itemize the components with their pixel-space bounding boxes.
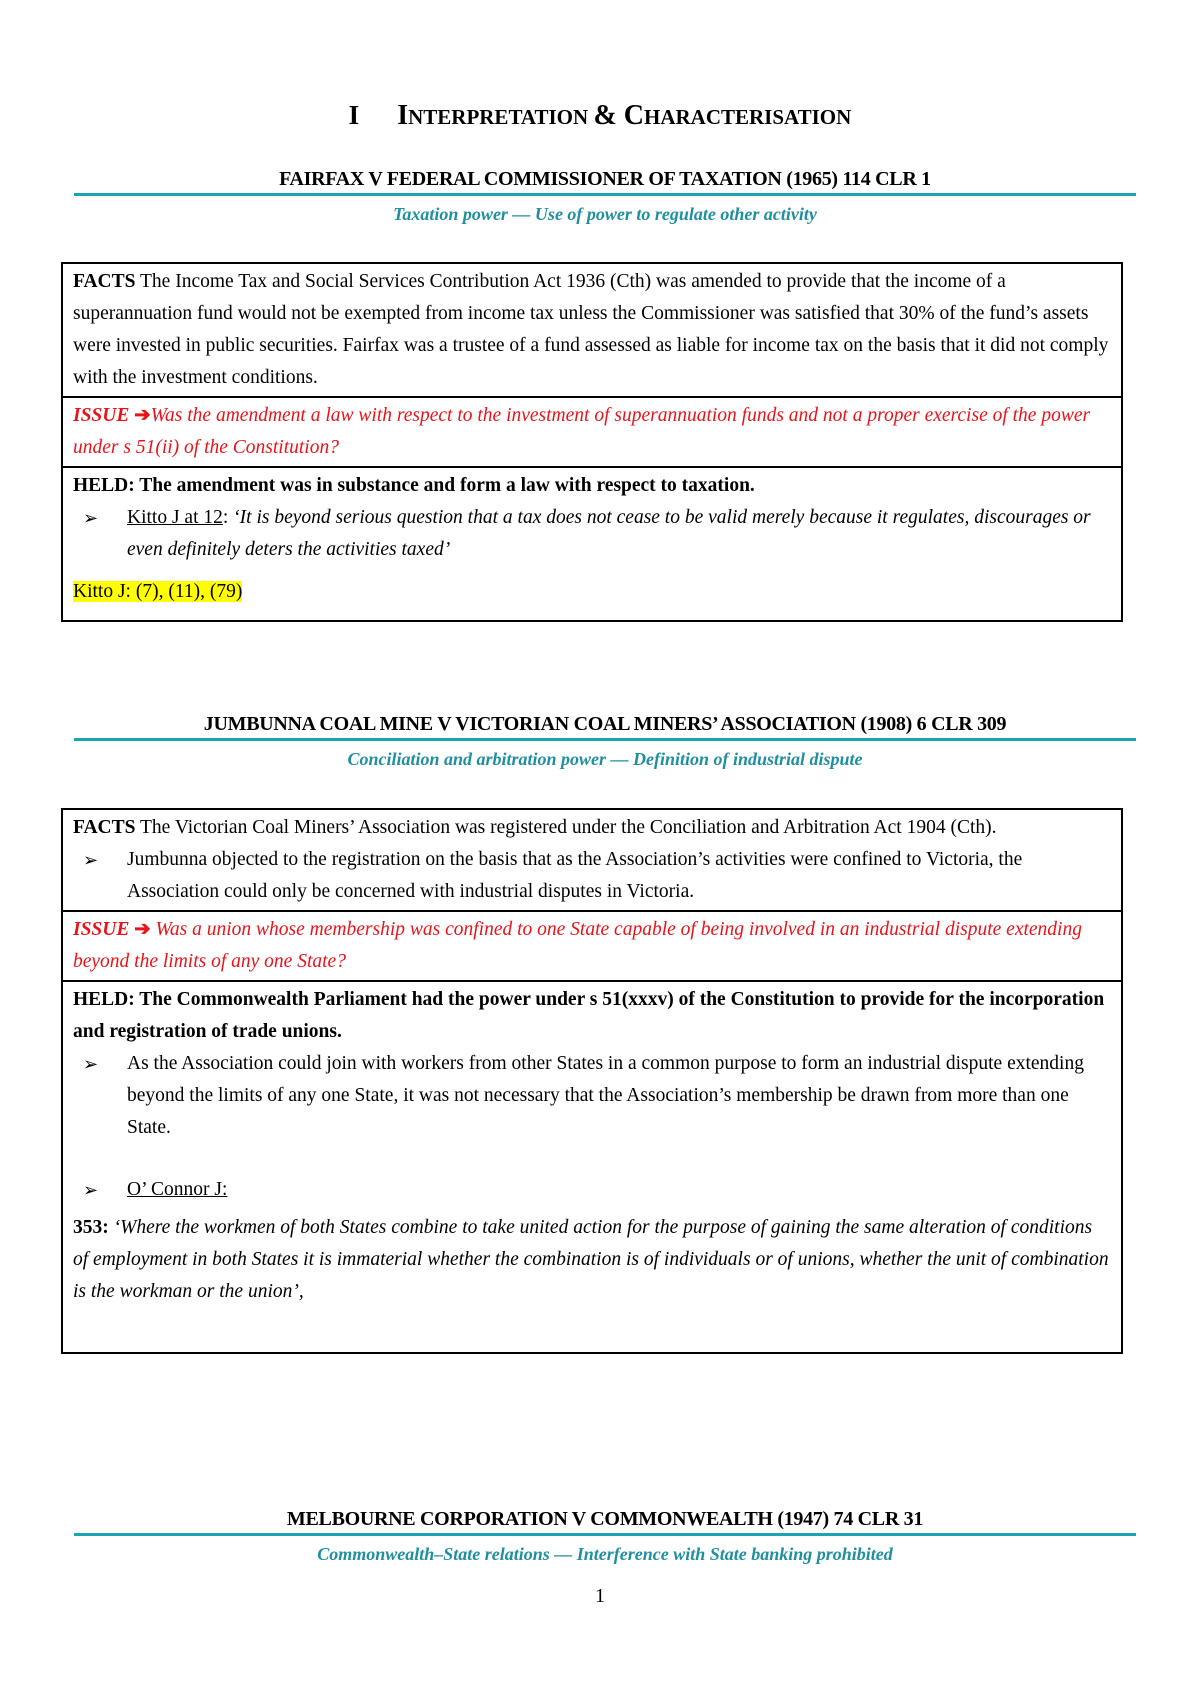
judge-reference: Kitto J at 12 xyxy=(127,507,223,528)
case-summary-table xyxy=(61,262,1123,622)
held-text: HELD: The amendment was in substance and form a law with respect to taxation. xyxy=(73,475,755,496)
issue-text: Was the amendment a law with respect to the investment of superannuation funds and not a proper exercise of the power under s 51(ii) of the Constitution? xyxy=(73,405,1091,458)
bullet-item xyxy=(73,844,1111,908)
bullet-item xyxy=(73,1174,1111,1206)
arrowhead-bullet-icon: ➢ xyxy=(83,850,99,870)
arrowhead-bullet-icon: ➢ xyxy=(83,508,99,528)
facts-text: The Victorian Coal Miners’ Association was registered under the Conciliation and Arbitration Act 1904 (Cth). xyxy=(140,817,997,838)
section-heading xyxy=(0,100,1200,132)
arrow-icon: ➔ xyxy=(134,919,151,940)
facts-label: FACTS xyxy=(73,271,136,292)
case-subtitle: Commonwealth–State relations — Interference with State banking prohibited xyxy=(317,1544,893,1564)
section-title-part: HARACTERISATION xyxy=(643,105,852,129)
case-title-rule xyxy=(74,193,1136,196)
section-title-part: NTERPRETATION xyxy=(408,105,594,129)
issue-cell xyxy=(63,396,1121,466)
highlighted-note: Kitto J: (7), (11), (79) xyxy=(73,581,243,602)
issue-label: ISSUE xyxy=(73,405,130,426)
facts-cell xyxy=(63,264,1121,396)
arrowhead-bullet-icon: ➢ xyxy=(83,1054,99,1074)
facts-text: The Income Tax and Social Services Contribution Act 1936 (Cth) was amended to provide that the income of a superannuation fund would not be exempted from income tax unless the Commissioner was satisfied that 30% of the fund’s assets were invested in public securities. Fairfax was a trustee of a fund assessed as liable for income tax on the basis that it did not comply with the investment conditions. xyxy=(73,271,1109,388)
section-title-part: I xyxy=(397,100,409,131)
issue-text: Was a union whose membership was confined to one State capable of being involved in an industrial dispute extending beyond the limits of any one State? xyxy=(73,919,1082,972)
case-title: MELBOURNE CORPORATION V COMMONWEALTH (1947) 74 CLR 31 xyxy=(286,1508,924,1530)
held-text: HELD: The Commonwealth Parliament had the power under s 51(xxxv) of the Constitution to provide for the incorporation and registration of trade unions. xyxy=(73,989,1105,1042)
bullet-item xyxy=(73,1048,1111,1144)
section-number: I xyxy=(348,100,360,130)
facts-bullet-text: Jumbunna objected to the registration on the basis that as the Association’s activities were confined to Victoria, the Association could only be concerned with industrial disputes in Victoria. xyxy=(127,849,1023,902)
held-cell xyxy=(63,980,1121,1310)
issue-label: ISSUE xyxy=(73,919,130,940)
issue-cell xyxy=(63,910,1121,980)
judgment-quote: ‘It is beyond serious question that a tax does not cease to be valid merely because it regulates, discourages or even definitely deters the activities taxed’ xyxy=(127,507,1091,560)
case-title-rule xyxy=(74,1533,1136,1536)
section-title-part: & C xyxy=(593,100,644,131)
facts-cell xyxy=(63,810,1121,910)
page-number: 1 xyxy=(595,1585,605,1607)
case-title: JUMBUNNA COAL MINE V VICTORIAN COAL MINERS’ ASSOCIATION (1908) 6 CLR 309 xyxy=(203,713,1007,735)
held-cell xyxy=(63,466,1121,610)
case-subtitle: Conciliation and arbitration power — Definition of industrial dispute xyxy=(347,749,863,769)
case-title: FAIRFAX V FEDERAL COMMISSIONER OF TAXATION (1965) 114 CLR 1 xyxy=(279,168,931,190)
facts-label: FACTS xyxy=(73,817,136,838)
case-title-rule xyxy=(74,738,1136,741)
quote-reference: 353: xyxy=(73,1217,109,1238)
case-subtitle: Taxation power — Use of power to regulate other activity xyxy=(393,204,817,224)
held-bullet-text: As the Association could join with workers from other States in a common purpose to form an industrial dispute extending beyond the limits of any one State, it was not necessary that the Association’s membership be drawn from more than one State. xyxy=(127,1053,1084,1138)
arrow-icon: ➔ xyxy=(134,405,151,426)
bullet-item: ➢ Kitto J at 12: ‘It is beyond serious question that a tax does not cease to be valid merely because it regulates, discourages or even definitely deters the activities taxed’ xyxy=(73,502,1111,566)
judgment-quote: ‘Where the workmen of both States combine to take united action for the purpose of gaining the same alteration of conditions of employment in both States it is immaterial whether the combination is of individuals or of unions, whether the unit of combination is the workman or the union’, xyxy=(73,1217,1109,1302)
case-summary-table xyxy=(61,808,1123,1354)
judge-reference: O’ Connor J: xyxy=(127,1179,228,1200)
arrowhead-bullet-icon: ➢ xyxy=(83,1180,99,1200)
